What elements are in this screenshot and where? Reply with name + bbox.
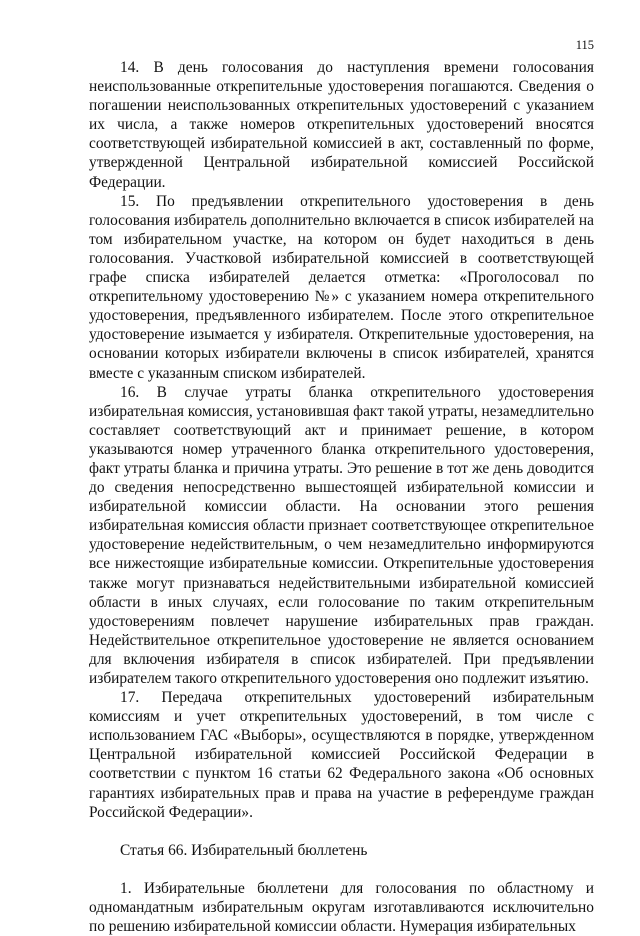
paragraph-16: 16. В случае утраты бланка открепительного удостоверения избирательная комиссия, установившая факт такой утраты, незамедлительно составляет соответствующий акт и принимает решение, в котором указываются номер утраченного бланка открепительного удостоверения, факт утраты бланка и причина утраты. Это решение в тот же день доводится до сведения непосредственно вышестоящей избирательной комиссии и избирательной комиссии области. На основании этого решения избирательная комиссия области признает соответствующее открепительное удостоверение недействительным, о чем незамедлительно информируются все нижестоящие избирательные комиссии. Открепительные удостоверения также могут признаваться недействительными избирательной комиссией области в иных случаях, если голосование по таким открепительным удостоверениям повлечет нарушение избирательных прав граждан. Недействительное открепительное удостоверение не является основанием для включения избирателя в список избирателей. При предъявлении избирателем такого открепительного удостоверения оно подлежит изъятию.	[89, 383, 594, 687]
article-heading: Статья 66. Избирательный бюллетень	[120, 841, 368, 859]
paragraph-17: 17. Передача открепительных удостоверений избирательным комиссиям и учет открепительных удостоверений, в том числе с использованием ГАС «Выборы», осуществляются в порядке, утвержденном Центральной избирательной комиссией Российской Федерации в соответствии с пунктом 16 статьи 62 Федерального закона «Об основных гарантиях избирательных прав и права на участие в референдуме граждан Российской Федерации».	[89, 689, 594, 821]
document-body	[89, 58, 594, 936]
page-number: 115	[575, 38, 594, 52]
paragraph-15: 15. По предъявлении открепительного удостоверения в день голосования избиратель дополнительно включается в список избирателей на том избирательном участке, на котором он будет находиться в день голосования. Участковой избирательной комиссией в соответствующей графе списка избирателей делается отметка: «Проголосовал по открепительному удостоверению №» с указанием номера открепительного удостоверения, предъявленного избирателем. После этого открепительное удостоверение изымается у избирателя. Открепительные удостоверения, на основании которых избиратели включены в список избирателей, хранятся вместе с указанным списком избирателей.	[89, 192, 594, 382]
article-paragraph-1: 1. Избирательные бюллетени для голосования по областному и одномандатным избирательным округам изготавливаются исключительно по решению избирательной комиссии области. Нумерация избирательных	[89, 879, 594, 936]
paragraph-14: 14. В день голосования до наступления времени голосования неиспользованные открепительные удостоверения погашаются. Сведения о погашении неиспользованных открепительных удостоверений с указанием их числа, а также номеров открепительных удостоверений вносятся соответствующей избирательной комиссией в акт, составленный по форме, утвержденной Центральной избирательной комиссией Российской Федерации.	[89, 59, 594, 191]
